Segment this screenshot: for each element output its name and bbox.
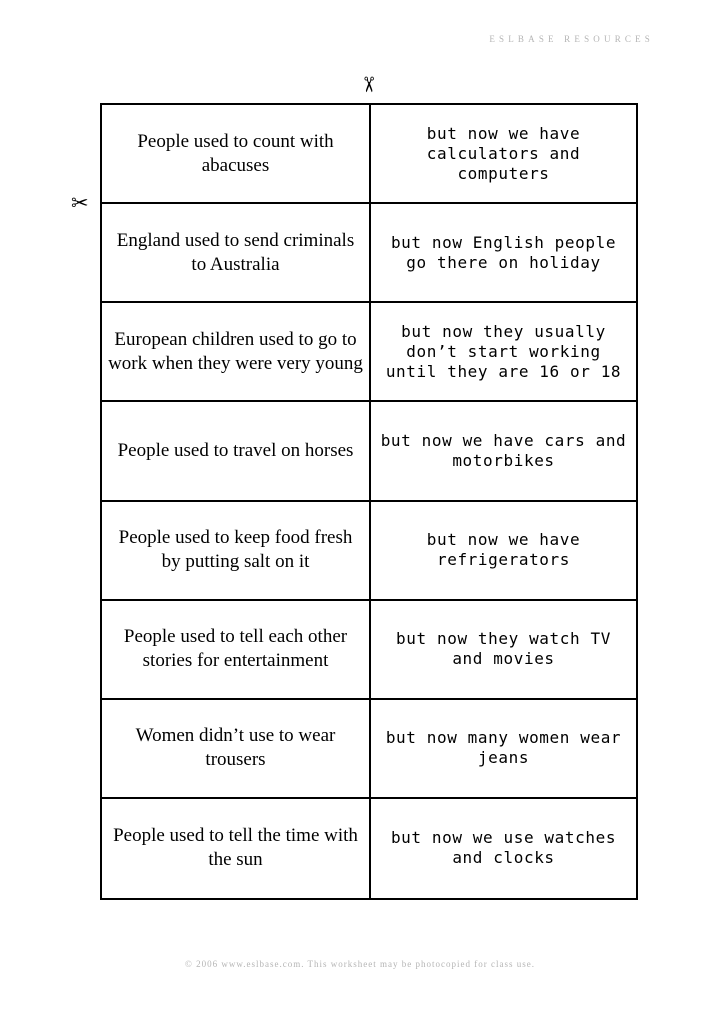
card-left-5: People used to keep food fresh by putting salt on it xyxy=(102,502,371,601)
card-right-2: but now English people go there on holiday xyxy=(371,204,636,303)
card-table xyxy=(100,103,638,900)
card-right-7: but now many women wear jeans xyxy=(371,700,636,799)
card-right-3: but now they usually don’t start working until they are 16 or 18 xyxy=(371,303,636,402)
scissors-icon: ✂ xyxy=(356,75,381,94)
card-right-1: but now we have calculators and computers xyxy=(371,105,636,204)
card-left-3: European children used to go to work when they were very young xyxy=(102,303,371,402)
card-left-1: People used to count with abacuses xyxy=(102,105,371,204)
card-right-4: but now we have cars and motorbikes xyxy=(371,402,636,501)
card-left-2: England used to send criminals to Australia xyxy=(102,204,371,303)
scissors-icon: ✂ xyxy=(71,191,89,215)
card-left-8: People used to tell the time with the sun xyxy=(102,799,371,898)
card-left-6: People used to tell each other stories for entertainment xyxy=(102,601,371,700)
header-label: ESLBASE RESOURCES xyxy=(489,34,654,44)
card-left-4: People used to travel on horses xyxy=(102,402,371,501)
card-right-5: but now we have refrigerators xyxy=(371,502,636,601)
card-right-6: but now they watch TV and movies xyxy=(371,601,636,700)
card-right-8: but now we use watches and clocks xyxy=(390,828,617,868)
footer-note: © 2006 www.eslbase.com. This worksheet may be photocopied for class use. xyxy=(184,959,536,969)
card-left-7: Women didn’t use to wear trousers xyxy=(102,700,371,799)
